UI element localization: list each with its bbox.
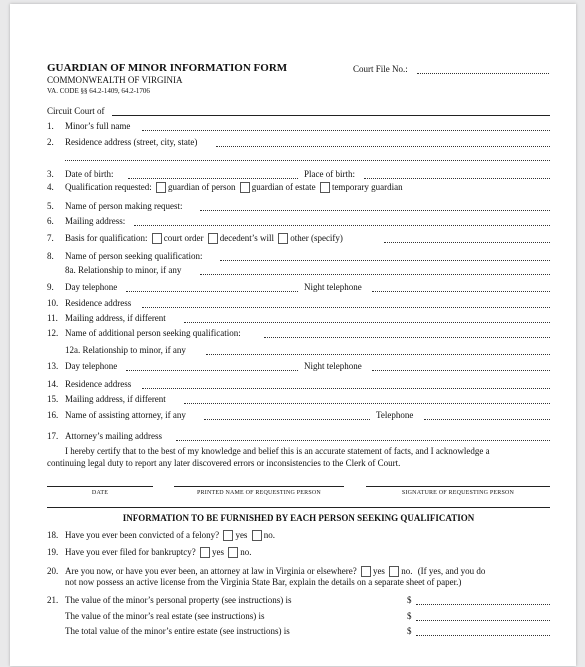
felony-no-checkbox[interactable] <box>252 530 262 541</box>
va-code-label: VA. CODE §§ 64.2-1409, 64.2-1706 <box>47 87 150 95</box>
seeker-night-phone-field[interactable] <box>372 282 550 292</box>
temporary-guardian-checkbox[interactable] <box>320 182 330 193</box>
date-line[interactable] <box>47 486 153 487</box>
item-5: 5. Name of person making request: <box>47 201 183 211</box>
night-phone-label-1: Night telephone <box>304 282 362 292</box>
item-3: 3. Date of birth: <box>47 169 114 179</box>
date-caption: DATE <box>91 490 109 496</box>
guardian-of-person-checkbox[interactable] <box>156 182 166 193</box>
seeker-mailing-field[interactable] <box>184 313 550 323</box>
attorney-telephone-field[interactable] <box>424 410 550 420</box>
bankruptcy-yes-checkbox[interactable] <box>200 547 210 558</box>
additional-seeker-name-field[interactable] <box>264 328 550 338</box>
court-file-label: Court File No.: <box>353 64 408 74</box>
section-divider <box>47 507 550 508</box>
seeker-relationship-field[interactable] <box>200 265 550 275</box>
item-2: 2. Residence address (street, city, state) <box>47 137 198 147</box>
additional-seeker-relationship-field[interactable] <box>206 345 550 355</box>
circuit-court-field[interactable] <box>112 115 550 116</box>
additional-mailing-field[interactable] <box>184 394 550 404</box>
item-20-line-2: not now possess an active license from the Virginia State Bar, explain the details on a separate sheet of paper.) <box>65 577 462 587</box>
circuit-court-label: Circuit Court of <box>47 106 105 116</box>
court-file-field[interactable] <box>417 64 549 74</box>
attorney-yes-checkbox[interactable] <box>361 566 371 577</box>
additional-night-phone-field[interactable] <box>372 361 550 371</box>
item-17: 17. Attorney’s mailing address <box>47 431 162 441</box>
certification-line-1: I hereby certify that to the best of my knowledge and belief this is an accurate statement of facts, and I acknowledge a <box>65 446 490 456</box>
place-of-birth-field[interactable] <box>364 169 550 179</box>
item-8a: 8a. Relationship to minor, if any <box>65 265 182 275</box>
attorney-mailing-field[interactable] <box>176 431 550 441</box>
bankruptcy-no-checkbox[interactable] <box>228 547 238 558</box>
night-phone-label-2: Night telephone <box>304 361 362 371</box>
requester-mailing-field[interactable] <box>134 216 550 226</box>
item-20: 20. Are you now, or have you ever been, an attorney at law in Virginia or elsewhere? yes no. (If yes, and you do <box>47 566 486 576</box>
currency-1: $ <box>407 595 412 605</box>
place-of-birth-label: Place of birth: <box>304 169 355 179</box>
requester-name-field[interactable] <box>200 201 550 211</box>
decedents-will-checkbox[interactable] <box>208 233 218 244</box>
additional-day-phone-field[interactable] <box>126 361 298 371</box>
signature-line[interactable] <box>366 486 550 487</box>
item-1: 1. Minor’s full name <box>47 121 131 131</box>
certification-line-2: continuing legal duty to report any later discovered errors or inconsistencies to the Clerk of Court. <box>47 458 401 468</box>
item-15: 15. Mailing address, if different <box>47 394 166 404</box>
item-10: 10. Residence address <box>47 298 132 308</box>
item-19: 19. Have you ever filed for bankruptcy? yes no. <box>47 547 252 557</box>
printed-name-line[interactable] <box>174 486 344 487</box>
item-21-line-3: The total value of the minor’s entire estate (see instructions) is <box>65 626 290 636</box>
date-of-birth-field[interactable] <box>128 169 298 179</box>
seeker-day-phone-field[interactable] <box>126 282 298 292</box>
item-12a: 12a. Relationship to minor, if any <box>65 345 186 355</box>
item-13: 13. Day telephone <box>47 361 118 371</box>
other-specify-checkbox[interactable] <box>278 233 288 244</box>
item-8: 8. Name of person seeking qualification: <box>47 251 203 261</box>
item-4: 4. Qualification requested: guardian of person guardian of estate temporary guardian <box>47 182 403 192</box>
commonwealth-label: COMMONWEALTH OF VIRGINIA <box>47 75 183 85</box>
printed-name-caption: PRINTED NAME OF REQUESTING PERSON <box>197 490 321 496</box>
seeker-residence-field[interactable] <box>142 298 550 308</box>
item-16: 16. Name of assisting attorney, if any <box>47 410 186 420</box>
residence-address-field[interactable] <box>216 137 550 147</box>
total-estate-field[interactable] <box>416 626 550 636</box>
currency-3: $ <box>407 626 412 636</box>
item-12: 12. Name of additional person seeking qualification: <box>47 328 241 338</box>
residence-address-field-2[interactable] <box>65 151 550 161</box>
currency-2: $ <box>407 611 412 621</box>
felony-yes-checkbox[interactable] <box>223 530 233 541</box>
section-2-heading: INFORMATION TO BE FURNISHED BY EACH PERSON SEEKING QUALIFICATION <box>122 513 475 523</box>
item-21: 21. The value of the minor’s personal property (see instructions) is <box>47 595 292 605</box>
form-title: GUARDIAN OF MINOR INFORMATION FORM <box>47 62 288 74</box>
real-estate-field[interactable] <box>416 611 550 621</box>
attorney-no-checkbox[interactable] <box>389 566 399 577</box>
guardian-of-estate-checkbox[interactable] <box>240 182 250 193</box>
item-6: 6. Mailing address: <box>47 216 126 226</box>
signature-caption: SIGNATURE OF REQUESTING PERSON <box>401 490 515 496</box>
form-page <box>10 4 576 666</box>
attorney-name-field[interactable] <box>204 410 370 420</box>
item-21-line-2: The value of the minor’s real estate (see instructions) is <box>65 611 265 621</box>
item-11: 11. Mailing address, if different <box>47 313 166 323</box>
attorney-telephone-label: Telephone <box>376 410 414 420</box>
minor-name-field[interactable] <box>142 121 550 131</box>
seeker-name-field[interactable] <box>220 251 550 261</box>
item-14: 14. Residence address <box>47 379 132 389</box>
other-specify-field[interactable] <box>384 233 550 243</box>
additional-residence-field[interactable] <box>142 379 550 389</box>
item-7: 7. Basis for qualification: court order decedent’s will other (specify) <box>47 233 343 243</box>
item-9: 9. Day telephone <box>47 282 118 292</box>
item-18: 18. Have you ever been convicted of a felony? yes no. <box>47 530 275 540</box>
court-order-checkbox[interactable] <box>152 233 162 244</box>
personal-property-field[interactable] <box>416 595 550 605</box>
